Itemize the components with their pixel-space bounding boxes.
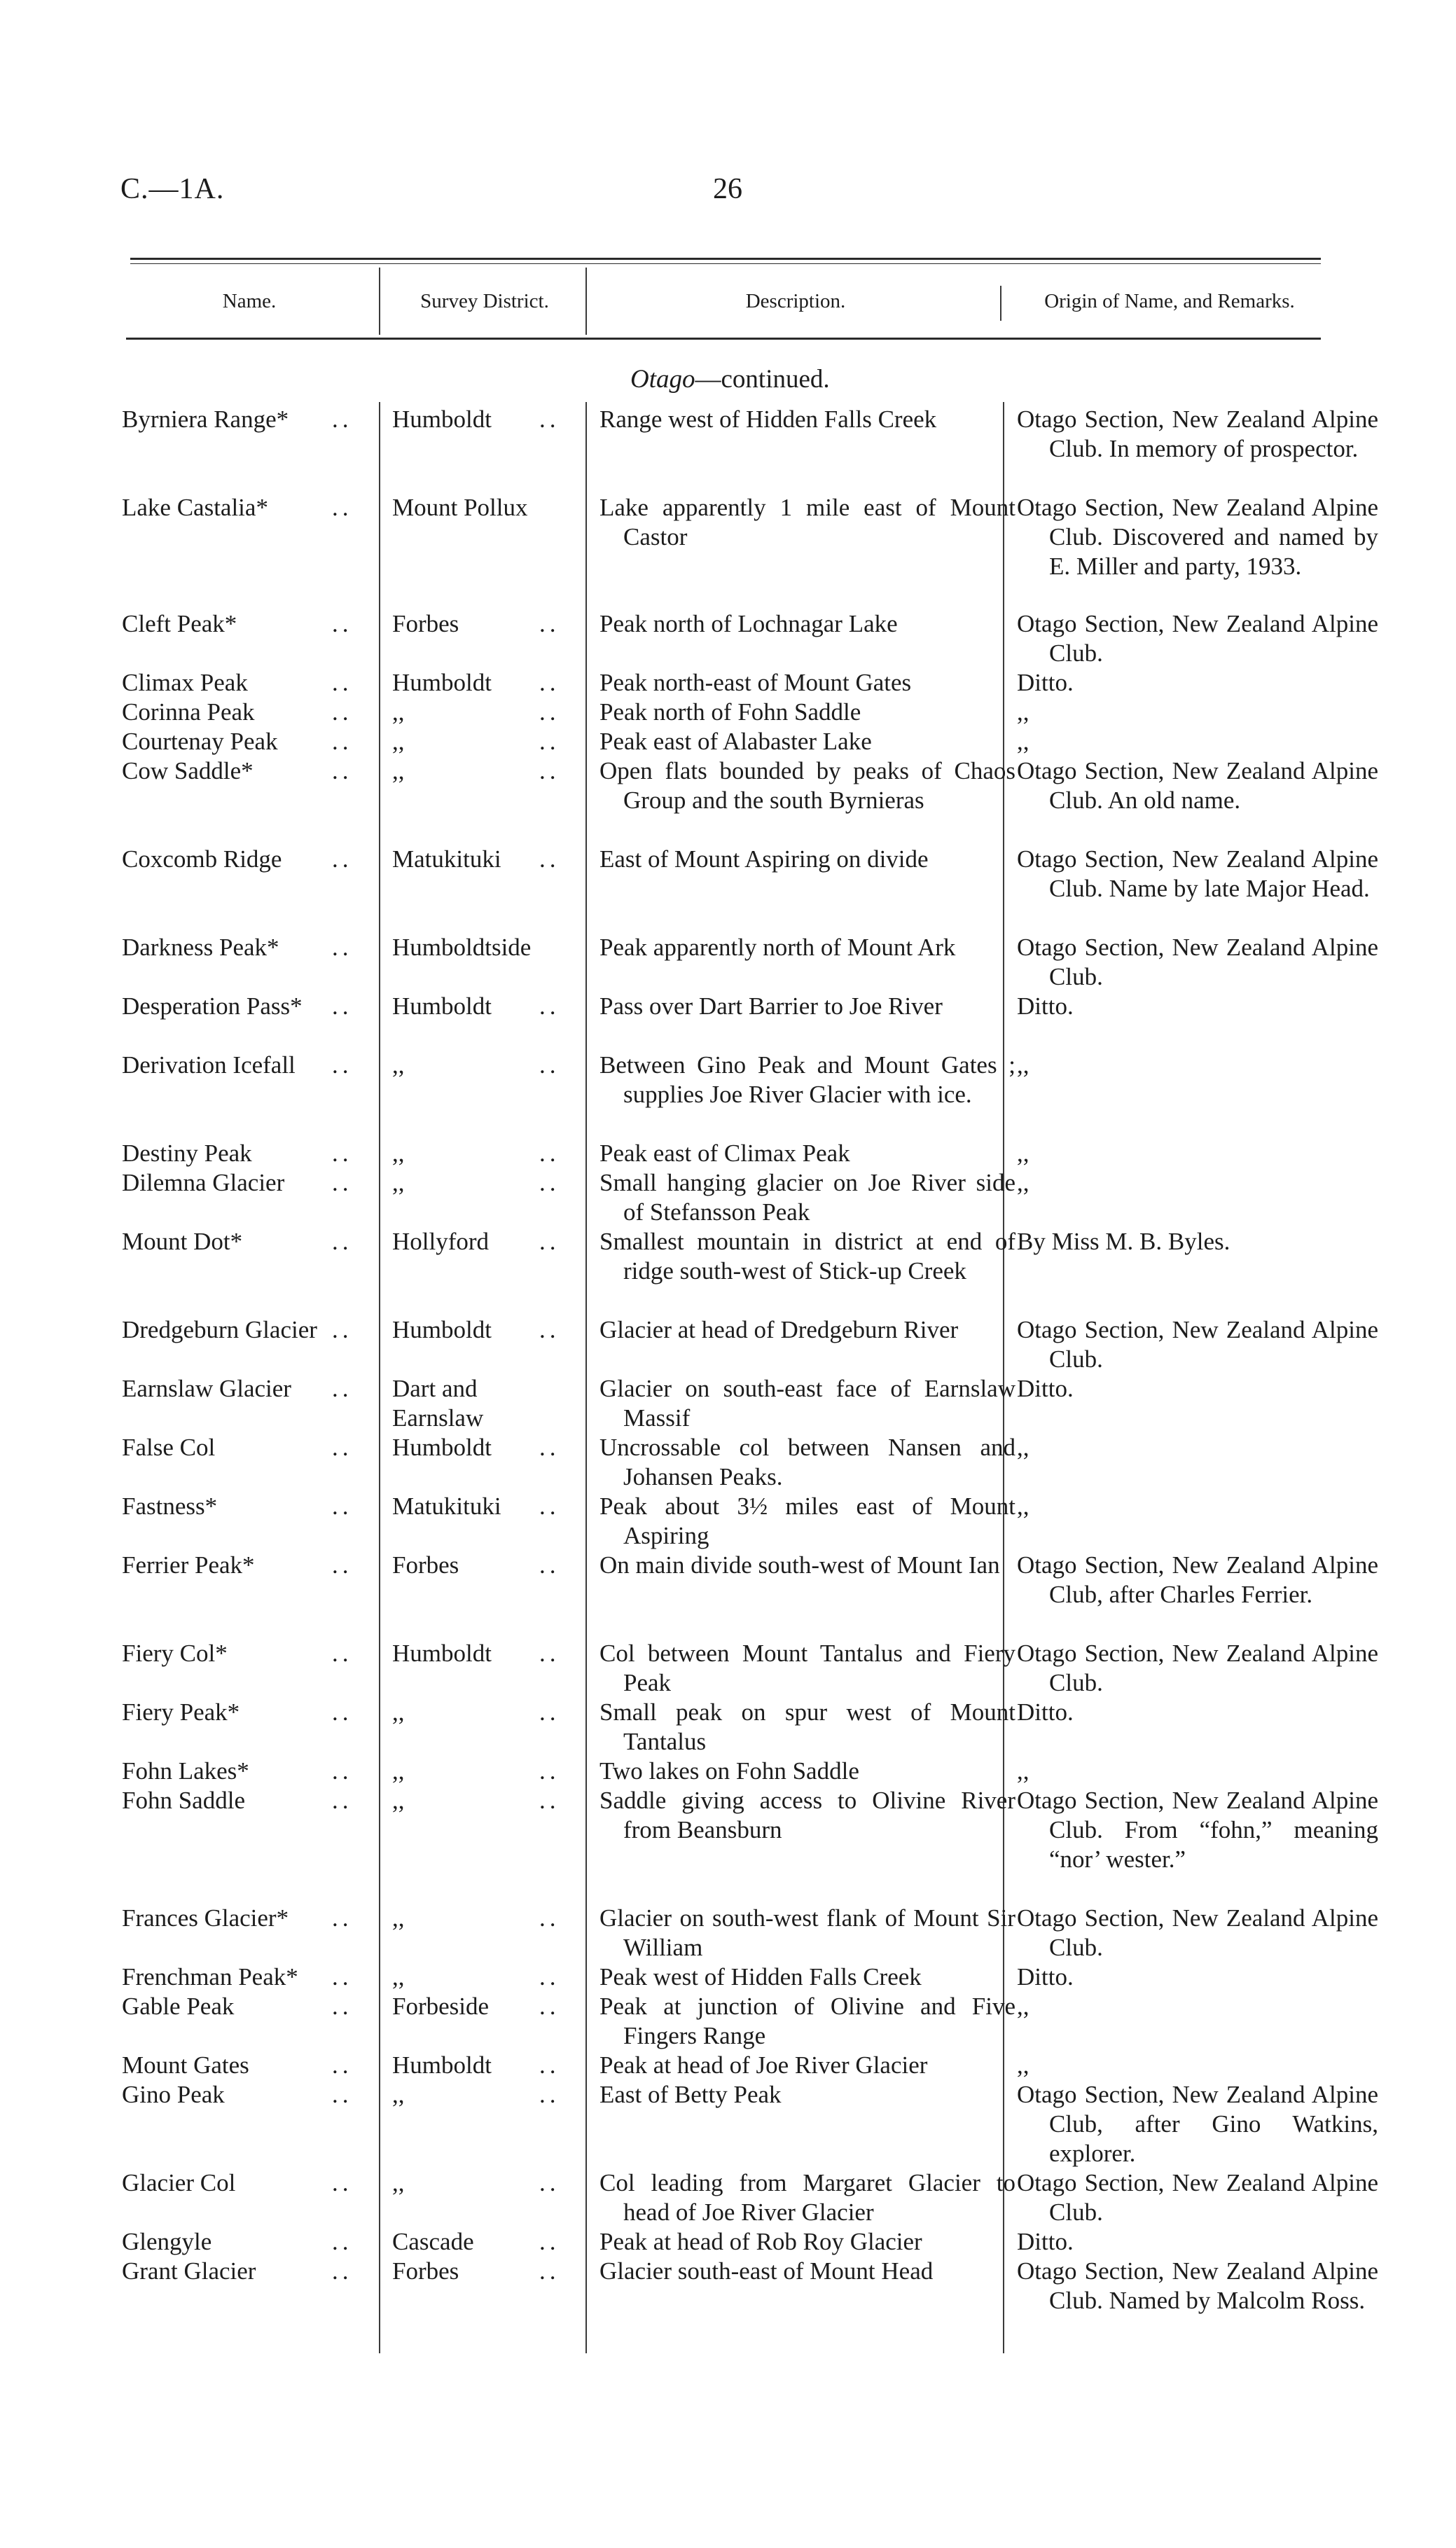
header-rule — [126, 338, 1321, 340]
description: Peak apparently north of Mount Ark — [599, 934, 956, 961]
survey-district: Humboldt — [392, 1434, 492, 1461]
leader-dots: .. — [539, 1551, 560, 1579]
leader-dots: .. — [539, 728, 560, 755]
survey-district: Humboldt — [392, 1316, 492, 1343]
description: Peak east of Alabaster Lake — [599, 728, 872, 755]
place-name: Cleft Peak* — [122, 610, 237, 637]
place-name: Desperation Pass* — [122, 992, 303, 1020]
remarks: ,, — [1017, 728, 1029, 755]
survey-district: Hollyford — [392, 1228, 490, 1255]
page-number: 26 — [713, 173, 742, 205]
description: Glacier at head of Dredgeburn River — [599, 1316, 959, 1343]
survey-district: ,, — [392, 1698, 405, 1726]
survey-district: Forbes — [392, 1551, 459, 1579]
leader-dots: .. — [539, 992, 560, 1020]
place-name: Fastness* — [122, 1493, 218, 1520]
remarks: Ditto. — [1017, 2228, 1074, 2255]
survey-district: Humboldt — [392, 992, 492, 1020]
leader-dots: .. — [332, 669, 353, 696]
survey-district: ,, — [392, 2081, 405, 2108]
place-name: Mount Gates — [122, 2051, 249, 2079]
leader-dots: .. — [332, 1434, 353, 1461]
document-reference: C.—1A. — [120, 173, 225, 205]
survey-district: Humboldt — [392, 1640, 492, 1667]
description: Two lakes on Fohn Saddle — [599, 1757, 859, 1785]
survey-district: ,, — [392, 728, 405, 755]
remarks: Otago Section, New Zealand Alpine Club. — [1017, 1640, 1378, 1696]
description: Peak at head of Joe River Glacier — [599, 2051, 928, 2079]
place-name: False Col — [122, 1434, 216, 1461]
place-name: Destiny Peak — [122, 1140, 252, 1167]
description: East of Mount Aspiring on divide — [599, 845, 929, 873]
leader-dots: .. — [332, 1375, 353, 1402]
leader-dots: .. — [332, 1228, 353, 1255]
place-name: Grant Glacier — [122, 2257, 256, 2285]
description: Lake apparently 1 mile east of Mount Castor — [599, 494, 1015, 551]
leader-dots: .. — [539, 610, 560, 637]
remarks: ,, — [1017, 1493, 1029, 1520]
description: Peak west of Hidden Falls Creek — [599, 1963, 922, 1990]
leader-dots: .. — [539, 698, 560, 726]
leader-dots: .. — [332, 1698, 353, 1726]
leader-dots: .. — [332, 2051, 353, 2079]
place-name: Corinna Peak — [122, 698, 255, 726]
column-divider — [585, 402, 587, 2353]
column-divider — [379, 402, 380, 2353]
remarks: Otago Section, New Zealand Alpine Club. Name by late Major Head. — [1017, 845, 1378, 902]
leader-dots: .. — [332, 2228, 353, 2255]
description: Small hanging glacier on Joe River side of Stefansson Peak — [599, 1169, 1015, 1226]
survey-district: ,, — [392, 1757, 405, 1785]
remarks: Ditto. — [1017, 1375, 1074, 1402]
remarks: ,, — [1017, 2051, 1029, 2079]
description: Glacier on south-west flank of Mount Sir William — [599, 1904, 1015, 1961]
remarks: Ditto. — [1017, 992, 1074, 1020]
leader-dots: .. — [332, 2257, 353, 2285]
remarks: Otago Section, New Zealand Alpine Club. — [1017, 934, 1378, 990]
place-name: Courtenay Peak — [122, 728, 278, 755]
place-name: Lake Castalia* — [122, 494, 268, 521]
survey-district: Mount Pollux — [392, 494, 528, 521]
leader-dots: .. — [332, 1051, 353, 1079]
leader-dots: .. — [539, 2051, 560, 2079]
description: Small peak on spur west of Mount Tantalus — [599, 1698, 1015, 1755]
description: Peak north of Lochnagar Lake — [599, 610, 898, 637]
place-name: Gino Peak — [122, 2081, 225, 2108]
remarks: ,, — [1017, 1169, 1029, 1196]
description: Between Gino Peak and Mount Gates ; supplies Joe River Glacier with ice. — [599, 1051, 1015, 1108]
column-header-remarks: Origin of Name, and Remarks. — [1044, 290, 1295, 312]
leader-dots: .. — [332, 698, 353, 726]
leader-dots: .. — [539, 1640, 560, 1667]
survey-district: Cascade — [392, 2228, 474, 2255]
remarks: Otago Section, New Zealand Alpine Club. Discovered and named by E. Miller and party, 1933. — [1017, 494, 1378, 580]
leader-dots: .. — [332, 1140, 353, 1167]
place-name: Gable Peak — [122, 1993, 235, 2020]
remarks: ,, — [1017, 698, 1029, 726]
header-divider — [379, 268, 380, 335]
column-header-description: Description. — [745, 290, 846, 312]
leader-dots: .. — [332, 1493, 353, 1520]
leader-dots: .. — [539, 669, 560, 696]
remarks: ,, — [1017, 1051, 1029, 1079]
place-name: Mount Dot* — [122, 1228, 243, 1255]
place-name: Fohn Lakes* — [122, 1757, 249, 1785]
leader-dots: .. — [332, 1640, 353, 1667]
leader-dots: .. — [332, 1551, 353, 1579]
leader-dots: .. — [539, 1169, 560, 1196]
remarks: Ditto. — [1017, 1698, 1074, 1726]
column-header-district: Survey District. — [420, 290, 549, 312]
place-name: Glacier Col — [122, 2169, 236, 2196]
survey-district: Humboldt — [392, 669, 492, 696]
leader-dots: .. — [539, 406, 560, 433]
leader-dots: .. — [539, 757, 560, 784]
place-name: Byrniera Range* — [122, 406, 289, 433]
leader-dots: .. — [539, 1316, 560, 1343]
leader-dots: .. — [332, 610, 353, 637]
remarks: Otago Section, New Zealand Alpine Club. Named by Malcolm Ross. — [1017, 2257, 1378, 2314]
leader-dots: .. — [332, 1787, 353, 1814]
remarks: Otago Section, New Zealand Alpine Club, after Charles Ferrier. — [1017, 1551, 1378, 1608]
section-suffix: —continued. — [695, 365, 830, 394]
survey-district: Matukituki — [392, 845, 501, 873]
remarks: ,, — [1017, 1434, 1029, 1461]
survey-district: ,, — [392, 1140, 405, 1167]
remarks: Otago Section, New Zealand Alpine Club. From “fohn,” meaning “nor’ wester.” — [1017, 1787, 1378, 1873]
leader-dots: .. — [332, 2081, 353, 2108]
survey-district: ,, — [392, 757, 405, 784]
remarks: Otago Section, New Zealand Alpine Club. — [1017, 1904, 1378, 1961]
remarks: Otago Section, New Zealand Alpine Club. — [1017, 1316, 1378, 1373]
leader-dots: .. — [539, 1787, 560, 1814]
section-name: Otago — [630, 365, 695, 394]
leader-dots: .. — [539, 1051, 560, 1079]
survey-district: Forbes — [392, 610, 459, 637]
leader-dots: .. — [539, 2081, 560, 2108]
top-rule-thin — [130, 263, 1321, 264]
survey-district: ,, — [392, 1787, 405, 1814]
place-name: Ferrier Peak* — [122, 1551, 255, 1579]
leader-dots: .. — [332, 1993, 353, 2020]
survey-district: Forbeside — [392, 1993, 490, 2020]
column-header-name: Name. — [222, 290, 277, 312]
leader-dots: .. — [539, 1698, 560, 1726]
header-divider — [1000, 286, 1001, 321]
place-name: Frances Glacier* — [122, 1904, 289, 1932]
description: Uncrossable col between Nansen and Johansen Peaks. — [599, 1434, 1015, 1490]
place-name: Climax Peak — [122, 669, 248, 696]
section-title — [630, 364, 830, 394]
remarks: Ditto. — [1017, 669, 1074, 696]
description: Peak east of Climax Peak — [599, 1140, 850, 1167]
survey-district: Humboldtside — [392, 934, 532, 961]
description: East of Betty Peak — [599, 2081, 782, 2108]
leader-dots: .. — [332, 934, 353, 961]
remarks: Otago Section, New Zealand Alpine Club. — [1017, 610, 1378, 667]
leader-dots: .. — [539, 1757, 560, 1785]
leader-dots: .. — [332, 1316, 353, 1343]
description: Glacier on south-east face of Earnslaw Massif — [599, 1375, 1015, 1432]
leader-dots: .. — [539, 1140, 560, 1167]
leader-dots: .. — [539, 2228, 560, 2255]
leader-dots: .. — [332, 845, 353, 873]
place-name: Frenchman Peak* — [122, 1963, 298, 1990]
remarks: Otago Section, New Zealand Alpine Club. An old name. — [1017, 757, 1378, 814]
description: Smallest mountain in district at end of ridge south-west of Stick-up Creek — [599, 1228, 1015, 1285]
description: Peak at head of Rob Roy Glacier — [599, 2228, 922, 2255]
place-name: Coxcomb Ridge — [122, 845, 282, 873]
remarks: ,, — [1017, 1757, 1029, 1785]
survey-district: Forbes — [392, 2257, 459, 2285]
remarks: Otago Section, New Zealand Alpine Club. In memory of prospector. — [1017, 406, 1378, 462]
description: Col between Mount Tantalus and Fiery Peak — [599, 1640, 1015, 1696]
description: Peak north-east of Mount Gates — [599, 669, 912, 696]
remarks: By Miss M. B. Byles. — [1017, 1228, 1230, 1255]
place-name: Glengyle — [122, 2228, 212, 2255]
leader-dots: .. — [332, 2169, 353, 2196]
place-name: Fiery Col* — [122, 1640, 228, 1667]
leader-dots: .. — [332, 1963, 353, 1990]
description: Peak north of Fohn Saddle — [599, 698, 861, 726]
leader-dots: .. — [539, 1434, 560, 1461]
place-name: Cow Saddle* — [122, 757, 254, 784]
leader-dots: .. — [539, 845, 560, 873]
leader-dots: .. — [332, 1904, 353, 1932]
survey-district: Humboldt — [392, 2051, 492, 2079]
description: Pass over Dart Barrier to Joe River — [599, 992, 943, 1020]
leader-dots: .. — [539, 1228, 560, 1255]
leader-dots: .. — [539, 1993, 560, 2020]
place-name: Darkness Peak* — [122, 934, 279, 961]
survey-district: Matukituki — [392, 1493, 501, 1520]
place-name: Fohn Saddle — [122, 1787, 245, 1814]
place-name: Dredgeburn Glacier — [122, 1316, 317, 1343]
description: Range west of Hidden Falls Creek — [599, 406, 937, 433]
header-divider — [585, 268, 587, 335]
leader-dots: .. — [332, 1757, 353, 1785]
remarks: ,, — [1017, 1140, 1029, 1167]
leader-dots: .. — [332, 757, 353, 784]
leader-dots: .. — [539, 1904, 560, 1932]
survey-district: ,, — [392, 2169, 405, 2196]
remarks: Otago Section, New Zealand Alpine Club. — [1017, 2169, 1378, 2226]
leader-dots: .. — [332, 1169, 353, 1196]
place-name: Derivation Icefall — [122, 1051, 296, 1079]
survey-district: ,, — [392, 1169, 405, 1196]
description: Open flats bounded by peaks of Chaos Group and the south Byrnieras — [599, 757, 1015, 814]
place-name: Fiery Peak* — [122, 1698, 240, 1726]
survey-district: Humboldt — [392, 406, 492, 433]
survey-district: ,, — [392, 1904, 405, 1932]
description: Col leading from Margaret Glacier to head of Joe River Glacier — [599, 2169, 1015, 2226]
leader-dots: .. — [539, 2169, 560, 2196]
leader-dots: .. — [539, 1963, 560, 1990]
survey-district: ,, — [392, 1963, 405, 1990]
survey-district: ,, — [392, 1051, 405, 1079]
description: Saddle giving access to Olivine River from Beansburn — [599, 1787, 1015, 1843]
leader-dots: .. — [332, 992, 353, 1020]
place-name: Dilemna Glacier — [122, 1169, 285, 1196]
description: Peak at junction of Olivine and Five Fingers Range — [599, 1993, 1015, 2049]
remarks: Otago Section, New Zealand Alpine Club, after Gino Watkins, explorer. — [1017, 2081, 1378, 2167]
leader-dots: .. — [332, 494, 353, 521]
leader-dots: .. — [539, 2257, 560, 2285]
description: Peak about 3½ miles east of Mount Aspiring — [599, 1493, 1015, 1549]
survey-district: ,, — [392, 698, 405, 726]
description: Glacier south-east of Mount Head — [599, 2257, 934, 2285]
top-rule — [130, 258, 1321, 260]
leader-dots: .. — [332, 728, 353, 755]
remarks: ,, — [1017, 1993, 1029, 2020]
place-name: Earnslaw Glacier — [122, 1375, 291, 1402]
survey-district: Dart and Earnslaw — [392, 1375, 484, 1432]
description: On main divide south-west of Mount Ian — [599, 1551, 1000, 1579]
leader-dots: .. — [539, 1493, 560, 1520]
remarks: Ditto. — [1017, 1963, 1074, 1990]
leader-dots: .. — [332, 406, 353, 433]
